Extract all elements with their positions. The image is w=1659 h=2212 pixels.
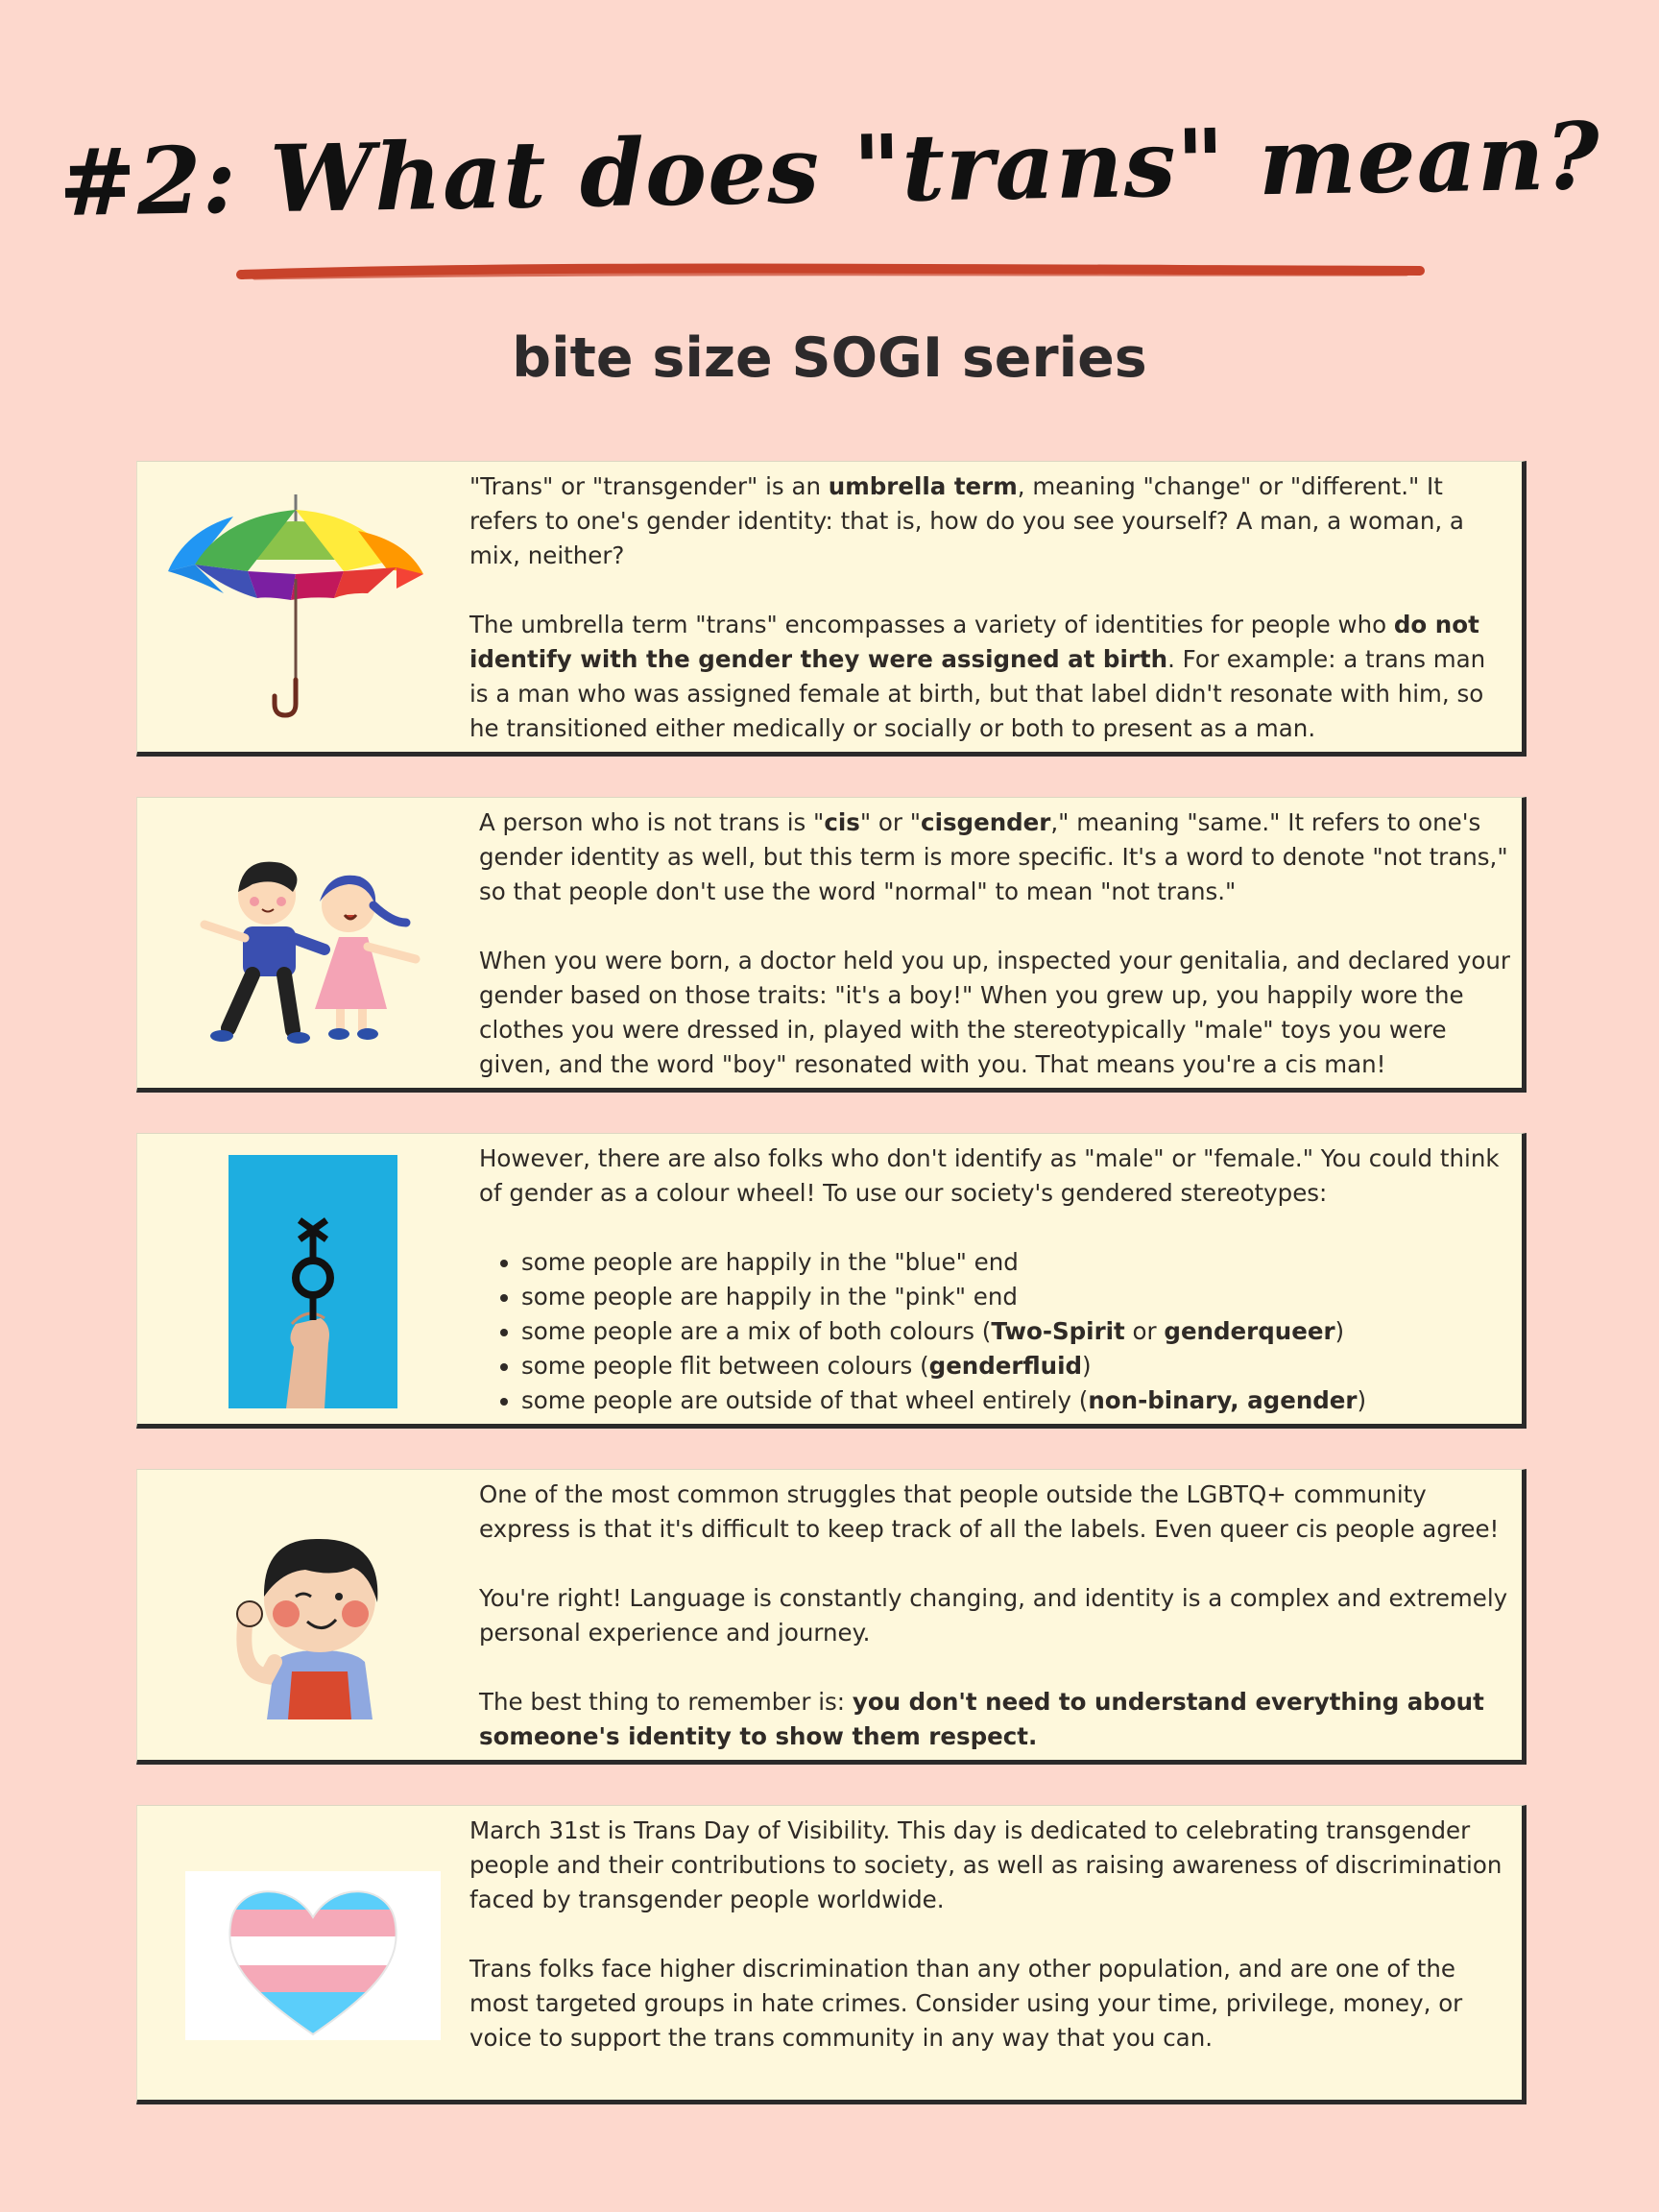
emphasis-respect: you don't need to understand everything about someone's identity to show them respect. <box>479 1688 1484 1750</box>
text-run: However, there are also folks who don't identify as "male" or "female." You could think of gender as a colour wheel! To use our society's gendered stereotypes: <box>479 1144 1500 1207</box>
text-run: some people are happily in the "blue" end <box>521 1248 1019 1276</box>
card-text <box>469 469 1506 746</box>
info-card-cisgender <box>136 797 1527 1093</box>
emphasis-genderfluid: genderfluid <box>928 1352 1083 1380</box>
emphasis-cisgender: cisgender <box>921 808 1051 836</box>
card-text <box>479 1478 1516 1754</box>
text-run: . For example: a trans man is a man who was assigned female at birth, but that label didn't resonate with him, so he transitioned either medically or socially or both to present as a man. <box>469 645 1486 742</box>
page-subtitle: bite size SOGI series <box>512 326 1147 390</box>
card-paragraph <box>479 1685 1516 1754</box>
card-paragraph <box>479 944 1516 1082</box>
emphasis-non-binary-agender: non-binary, agender <box>1088 1386 1358 1414</box>
list-item <box>521 1349 1516 1383</box>
info-card-gender-spectrum <box>136 1133 1527 1429</box>
card-paragraph <box>469 1814 1516 1917</box>
card-text <box>479 1142 1516 1418</box>
text-run: You're right! Language is constantly changing, and identity is a complex and extremely personal experience and journey. <box>479 1584 1508 1647</box>
card-paragraph <box>469 469 1506 573</box>
text-run: some people flit between colours ( <box>521 1352 929 1380</box>
text-run: The umbrella term "trans" encompasses a variety of identities for people who <box>469 611 1394 638</box>
card-text <box>469 1814 1516 2056</box>
text-run: The best thing to remember is: <box>479 1688 853 1716</box>
card-paragraph <box>479 805 1516 909</box>
trans-flag-heart-icon <box>185 1871 441 2040</box>
text-run: some people are happily in the "pink" end <box>521 1283 1018 1310</box>
rainbow-umbrella-icon <box>166 493 425 723</box>
card-paragraph <box>479 1478 1516 1547</box>
text-run: ) <box>1082 1352 1092 1380</box>
text-run: "Trans" or "transgender" is an <box>469 472 829 500</box>
card-paragraph <box>469 1952 1516 2056</box>
card-paragraph <box>469 608 1506 746</box>
text-run: ) <box>1334 1317 1345 1345</box>
emphasis-umbrella-term: umbrella term <box>828 472 1018 500</box>
info-card-trans-day-of-visibility <box>136 1805 1527 2104</box>
text-run: , meaning "change" or "different." It refers to one's gender identity: that is, how do you see yourself? A man, a woman, a mix, neither? <box>469 472 1464 569</box>
page-title: #2: What does "trans" mean? <box>58 101 1601 238</box>
list-item <box>521 1314 1516 1349</box>
list-item <box>521 1245 1516 1280</box>
gender-spectrum-list <box>479 1245 1516 1418</box>
winking-child-icon <box>228 1508 411 1719</box>
emphasis-cis: cis <box>824 808 860 836</box>
emphasis-two-spirit: Two-Spirit <box>991 1317 1125 1345</box>
text-run: or <box>1124 1317 1165 1345</box>
text-run: Trans folks face higher discrimination than any other population, and are one of the most targeted groups in hate crimes. Consider using your time, privilege, money, or voice to support the trans community in any way that you can. <box>469 1955 1463 2052</box>
text-run: One of the most common struggles that people outside the LGBTQ+ community express is that it's difficult to keep track of all the labels. Even queer cis people agree! <box>479 1480 1500 1543</box>
two-children-icon <box>185 846 445 1057</box>
list-item <box>521 1280 1516 1314</box>
text-run: " or " <box>859 808 922 836</box>
card-text <box>479 805 1516 1082</box>
text-run: ) <box>1357 1386 1367 1414</box>
emphasis-genderqueer: genderqueer <box>1164 1317 1335 1345</box>
text-run: ," meaning "same." It refers to one's gender identity as well, but this term is more specific. It's a word to denote "not trans," so that people don't use the word "normal" to mean "not trans." <box>479 808 1508 905</box>
text-run: A person who is not trans is " <box>479 808 825 836</box>
emphasis-assigned-at-birth: do not identify with the gender they were assigned at birth <box>469 611 1479 673</box>
text-run: some people are a mix of both colours ( <box>521 1317 992 1345</box>
card-paragraph <box>479 1581 1516 1650</box>
text-run: When you were born, a doctor held you up, inspected your genitalia, and declared your gender based on those traits: "it's a boy!" When you grew up, you happily wore the clothes you were dressed in, played with the stereotypically "male" toys you were given, and the word "boy" resonated with you. That means you're a cis man! <box>479 947 1510 1078</box>
list-item <box>521 1383 1516 1418</box>
title-underline <box>235 261 1426 284</box>
raised-fist-gender-symbol-icon <box>228 1155 397 1408</box>
card-paragraph <box>479 1142 1516 1211</box>
text-run: some people are outside of that wheel entirely ( <box>521 1386 1089 1414</box>
info-card-umbrella-term <box>136 461 1527 757</box>
text-run: March 31st is Trans Day of Visibility. This day is dedicated to celebrating transgender people and their contributions to society, as well as raising awareness of discrimination faced by transgender people worldwide. <box>469 1816 1503 1913</box>
info-card-labels-respect <box>136 1469 1527 1765</box>
